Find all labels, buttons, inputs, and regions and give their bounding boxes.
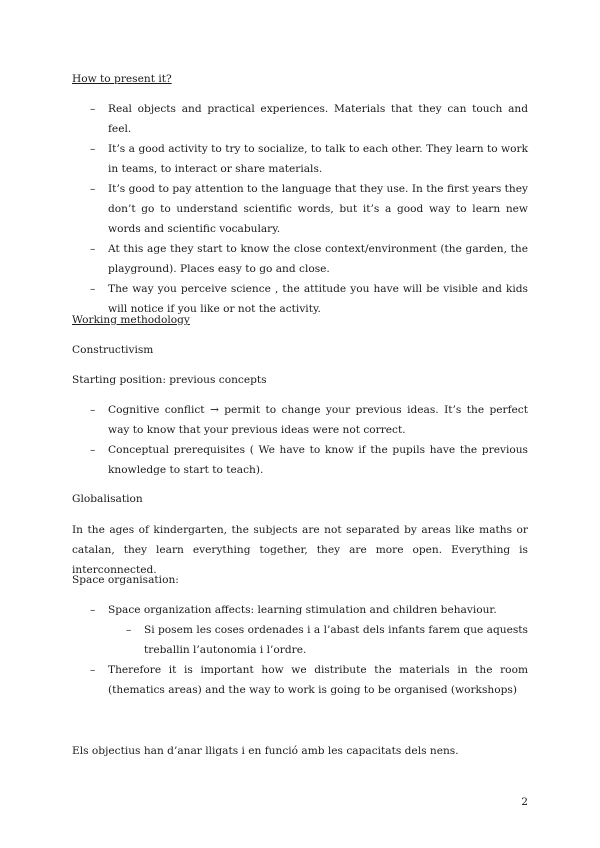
space-organisation-list bbox=[72, 600, 528, 700]
starting-position-list bbox=[72, 400, 528, 480]
subheading-globalisation: Globalisation bbox=[72, 493, 143, 505]
bullet-dash: – bbox=[90, 404, 96, 416]
list-item: – At this age they start to know the close context/environment (the garden, the playground). Places easy to go and close. bbox=[72, 239, 528, 279]
bullet-dash: – bbox=[90, 664, 96, 676]
list-item: – It’s good to pay attention to the language that they use. In the first years they don’t go to understand scientific words, but it’s a good way to learn new words and scientific vocabulary. bbox=[72, 179, 528, 239]
section-heading-working-methodology: Working methodology bbox=[72, 314, 190, 326]
bullet-dash: – bbox=[126, 624, 132, 636]
list-item: – Therefore it is important how we distribute the materials in the room (thematics areas) and the way to work is going to be organised (workshops) bbox=[72, 660, 528, 700]
presentation-list bbox=[72, 99, 528, 319]
bullet-dash: – bbox=[90, 604, 96, 616]
list-item: – The way you perceive science , the attitude you have will be visible and kids will notice if you like or not the activity. bbox=[72, 279, 528, 319]
subheading-space-organisation: Space organisation: bbox=[72, 574, 179, 586]
bullet-dash: – bbox=[90, 283, 96, 295]
globalisation-paragraph: In the ages of kindergarten, the subjects are not separated by areas like maths or catalan, they learn everything together, they are more open. Everything is interconnected. bbox=[72, 524, 528, 576]
bullet-dash: – bbox=[90, 143, 96, 155]
page-number: 2 bbox=[521, 796, 528, 808]
subheading-constructivism: Constructivism bbox=[72, 344, 154, 356]
list-item: – Space organization affects: learning stimulation and children behaviour. bbox=[72, 600, 528, 620]
section-heading-how-to-present: How to present it? bbox=[72, 73, 172, 85]
sub-list-item: – Si posem les coses ordenades i a l’abast dels infants farem que aquests treballin l’autonomia i l’ordre. bbox=[72, 620, 528, 660]
list-item: – Conceptual prerequisites ( We have to know if the pupils have the previous knowledge to start to teach). bbox=[72, 440, 528, 480]
subheading-starting-position: Starting position: previous concepts bbox=[72, 374, 267, 386]
list-item: – It’s a good activity to try to socialize, to talk to each other. They learn to work in teams, to interact or share materials. bbox=[72, 139, 528, 179]
closing-sentence: Els objectius han d’anar lligats i en funció amb les capacitats dels nens. bbox=[72, 745, 459, 757]
bullet-dash: – bbox=[90, 103, 96, 115]
list-item: – Real objects and practical experiences. Materials that they can touch and feel. bbox=[72, 99, 528, 139]
bullet-dash: – bbox=[90, 183, 96, 195]
bullet-dash: – bbox=[90, 444, 96, 456]
list-item: – Cognitive conflict → permit to change your previous ideas. It’s the perfect way to know that your previous ideas were not correct. bbox=[72, 400, 528, 440]
bullet-dash: – bbox=[90, 243, 96, 255]
